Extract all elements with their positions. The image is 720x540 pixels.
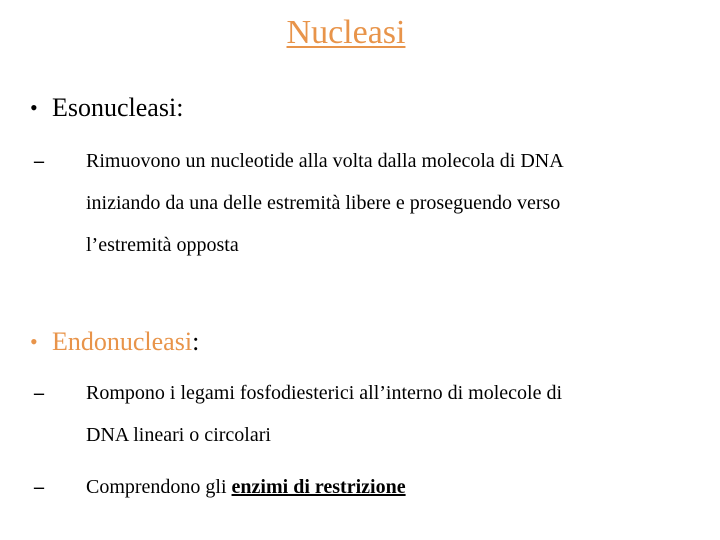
bullet-label: [52, 326, 199, 358]
subitem-prefix: Comprendono gli: [86, 476, 232, 498]
bullet-label-suffix: :: [176, 93, 184, 122]
bullet-icon: •: [30, 329, 38, 354]
subitem-restriction-enzymes: [34, 474, 694, 514]
bullet-label: [52, 92, 183, 124]
bullet-label-suffix: :: [192, 327, 200, 356]
subitem-line: Rimuovono un nucleotide alla volta dalla molecola di DNA: [86, 150, 564, 172]
subitem-line: DNA lineari o circolari: [86, 424, 271, 446]
subitem-line: [86, 466, 696, 508]
subitem-endonucleasi-desc: [34, 380, 694, 460]
slide-title: Nucleasi: [286, 14, 406, 51]
subitem-line: Rompono i legami fosfodiesterici all’interno di molecole di: [86, 382, 562, 404]
subitem-text: [86, 372, 696, 456]
bullet-icon: •: [30, 95, 38, 120]
dash-icon: –: [34, 476, 44, 498]
subitem-text: [86, 140, 696, 266]
restriction-enzymes-emphasis: enzimi di restrizione: [231, 476, 406, 498]
subitem-line: iniziando da una delle estremità libere e proseguendo verso: [86, 192, 561, 214]
subitem-text: [86, 466, 696, 508]
subitem-line: l’estremità opposta: [86, 234, 239, 256]
dash-icon: –: [34, 150, 44, 172]
bullet-label-text: Endonucleasi: [52, 327, 193, 356]
dash-icon: –: [34, 382, 44, 404]
subitem-esonucleasi-desc: [34, 148, 694, 268]
bullet-label-text: Esonucleasi: [52, 93, 177, 122]
